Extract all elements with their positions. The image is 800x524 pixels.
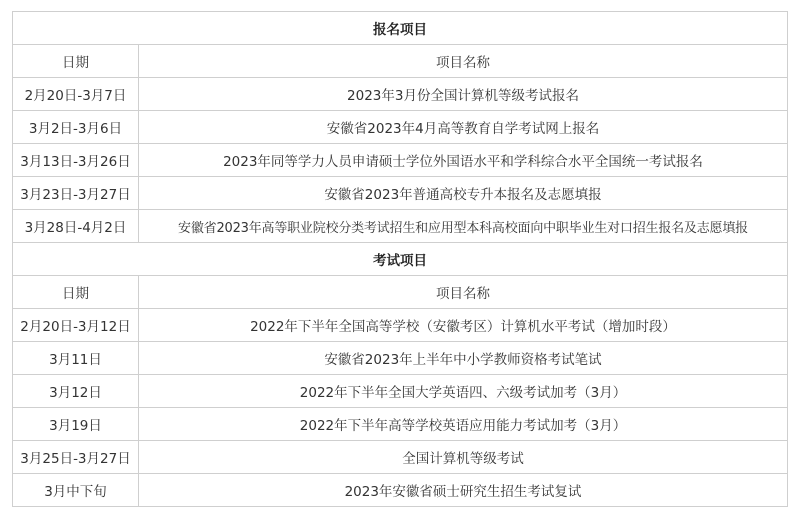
header-row [13, 276, 788, 309]
item-name-cell: 2023年3月份全国计算机等级考试报名 [139, 78, 788, 111]
table-row [13, 375, 788, 408]
column-header-item-name: 项目名称 [139, 276, 788, 309]
date-cell: 2月20日-3月7日 [13, 78, 139, 111]
table-row [13, 78, 788, 111]
section-title-registration: 报名项目 [13, 12, 788, 45]
date-cell: 3月23日-3月27日 [13, 177, 139, 210]
item-name-cell: 2022年下半年高等学校英语应用能力考试加考（3月） [139, 408, 788, 441]
item-name-cell: 2023年安徽省硕士研究生招生考试复试 [139, 474, 788, 507]
section-title-row [13, 12, 788, 45]
item-name-cell: 2022年下半年全国大学英语四、六级考试加考（3月） [139, 375, 788, 408]
table-row [13, 144, 788, 177]
table-row [13, 441, 788, 474]
section-title-exams: 考试项目 [13, 243, 788, 276]
column-header-date: 日期 [13, 45, 139, 78]
date-cell: 3月中下旬 [13, 474, 139, 507]
date-cell: 3月19日 [13, 408, 139, 441]
item-name-cell: 2022年下半年全国高等学校（安徽考区）计算机水平考试（增加时段） [139, 309, 788, 342]
table-row [13, 342, 788, 375]
section-title-row [13, 243, 788, 276]
item-name-cell: 安徽省2023年高等职业院校分类考试招生和应用型本科高校面向中职毕业生对口招生报名及志愿填报 [139, 210, 788, 243]
header-row [13, 45, 788, 78]
column-header-item-name: 项目名称 [139, 45, 788, 78]
table-row [13, 408, 788, 441]
table-row [13, 177, 788, 210]
table-row [13, 111, 788, 144]
column-header-date: 日期 [13, 276, 139, 309]
item-name-cell: 2023年同等学力人员申请硕士学位外国语水平和学科综合水平全国统一考试报名 [139, 144, 788, 177]
item-name-cell: 安徽省2023年普通高校专升本报名及志愿填报 [139, 177, 788, 210]
date-cell: 3月25日-3月27日 [13, 441, 139, 474]
item-name-cell: 安徽省2023年4月高等教育自学考试网上报名 [139, 111, 788, 144]
table-row [13, 210, 788, 243]
date-cell: 3月11日 [13, 342, 139, 375]
date-cell: 3月12日 [13, 375, 139, 408]
item-name-cell: 安徽省2023年上半年中小学教师资格考试笔试 [139, 342, 788, 375]
date-cell: 3月2日-3月6日 [13, 111, 139, 144]
date-cell: 3月28日-4月2日 [13, 210, 139, 243]
table-row [13, 309, 788, 342]
schedule-table [12, 11, 788, 507]
table-row [13, 474, 788, 507]
item-name-cell: 全国计算机等级考试 [139, 441, 788, 474]
date-cell: 2月20日-3月12日 [13, 309, 139, 342]
date-cell: 3月13日-3月26日 [13, 144, 139, 177]
